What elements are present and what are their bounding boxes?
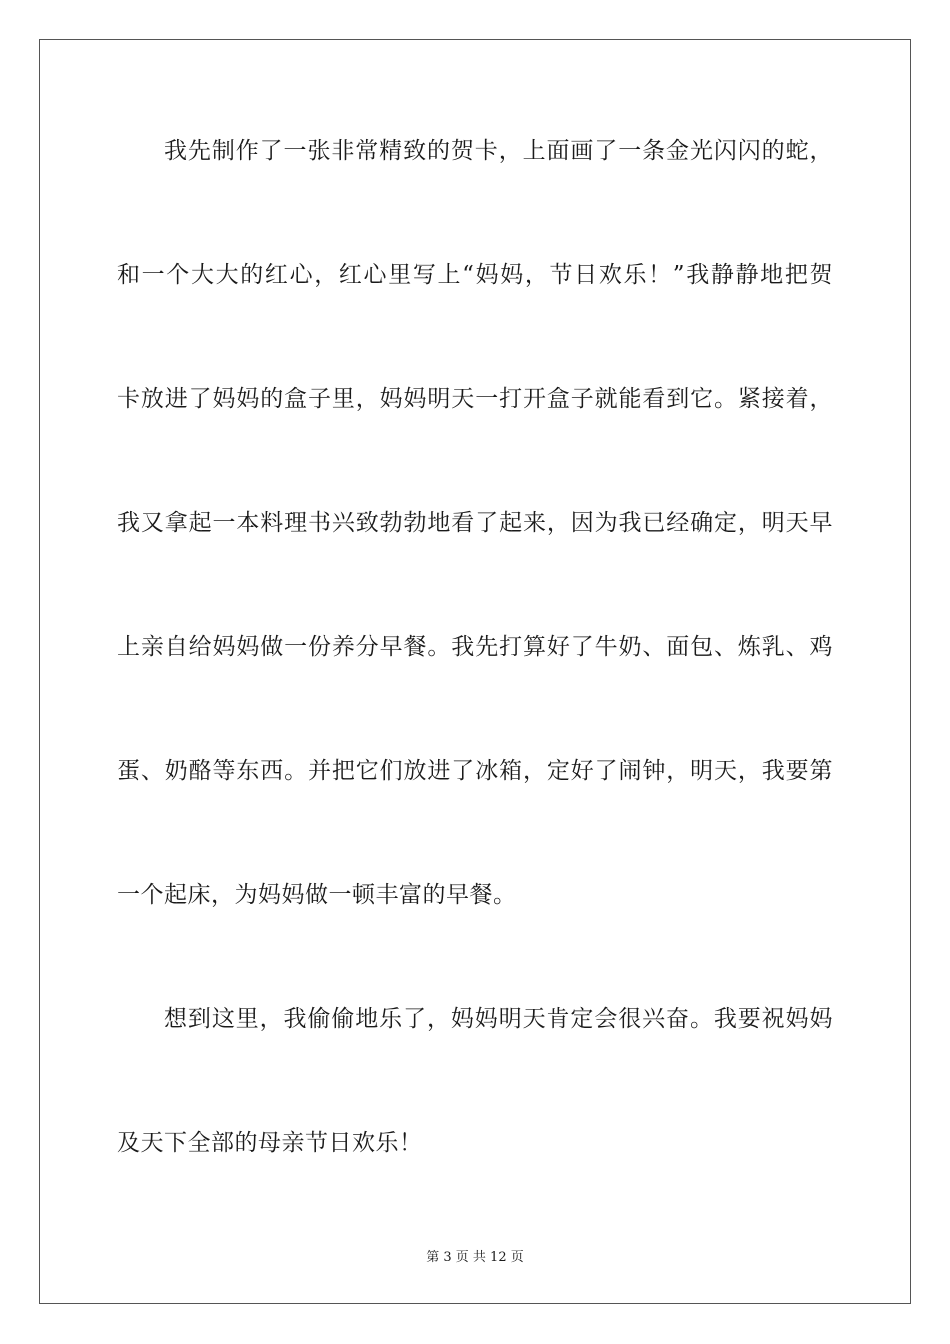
text-line: 上亲自给妈妈做一份养分早餐。我先打算好了牛奶、面包、炼乳、鸡 — [117, 634, 833, 660]
text-line: 及天下全部的母亲节日欢乐！ — [117, 1130, 423, 1156]
page-number-footer: 第 3 页 共 12 页 — [426, 1250, 524, 1265]
text-line: 一个起床，为妈妈做一顿丰富的早餐。 — [117, 882, 517, 908]
text-line: 想到这里，我偷偷地乐了，妈妈明天肯定会很兴奋。我要祝妈妈 — [164, 1006, 833, 1032]
text-line: 蛋、奶酪等东西。并把它们放进了冰箱，定好了闹钟，明天，我要第 — [117, 758, 833, 784]
text-line: 我先制作了一张非常精致的贺卡，上面画了一条金光闪闪的蛇， — [164, 138, 833, 164]
text-line: 卡放进了妈妈的盒子里，妈妈明天一打开盒子就能看到它。紧接着， — [117, 386, 833, 412]
text-line: 和一个大大的红心，红心里写上“妈妈，节日欢乐！”我静静地把贺 — [117, 262, 833, 288]
page-border — [39, 39, 911, 1304]
text-line: 我又拿起一本料理书兴致勃勃地看了起来，因为我已经确定，明天早 — [117, 510, 833, 536]
